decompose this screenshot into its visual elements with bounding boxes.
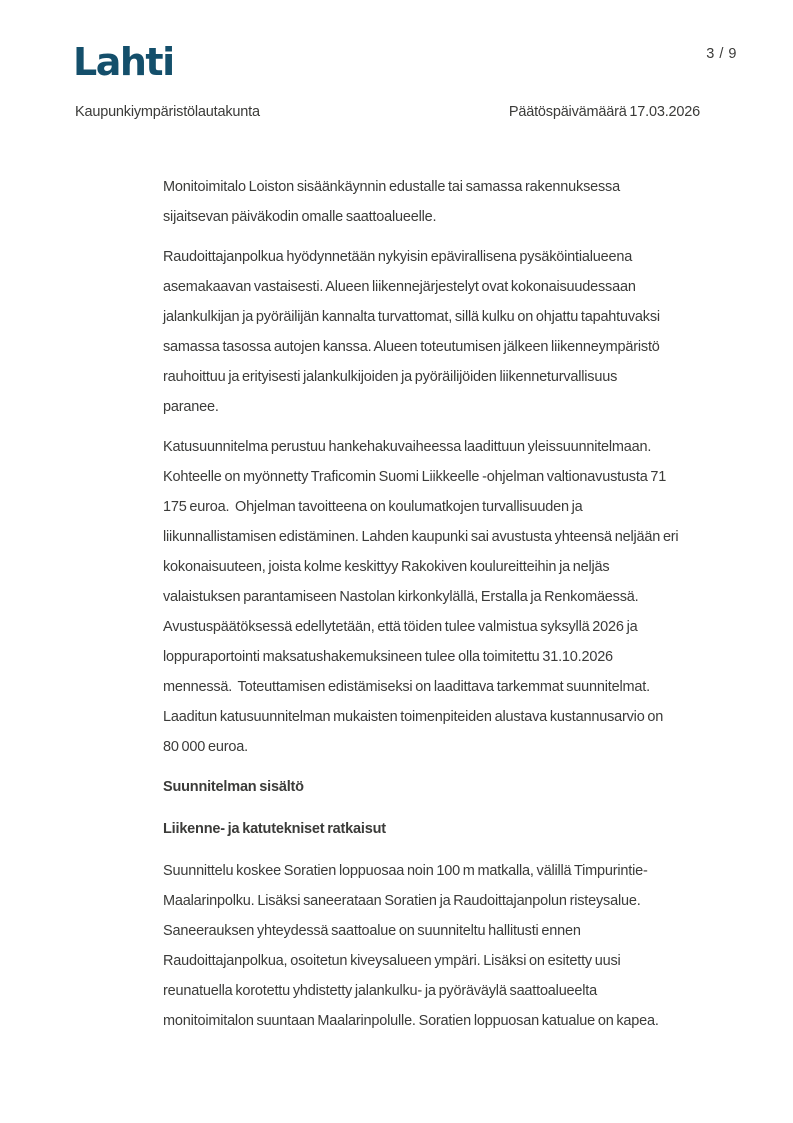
text-line: valaistuksen parantamiseen Nastolan kirkonkylällä, Erstalla ja Renkomäessä. — [163, 589, 639, 605]
body-paragraph — [163, 172, 723, 232]
text-line: Monitoimitalo Loiston sisäänkäynnin edustalle tai samassa rakennuksessa — [163, 179, 620, 195]
text-line: jalankulkijan ja pyöräilijän kannalta turvattomat, sillä kulku on ohjattu tapahtuvaksi — [163, 309, 660, 325]
text-line: Suunnittelu koskee Soratien loppuosaa noin 100 m matkalla, välillä Timpurintie- — [163, 863, 648, 879]
text-line: Raudoittajanpolkua hyödynnetään nykyisin epävirallisena pysäköintialueena — [163, 249, 633, 265]
body-paragraph — [163, 856, 723, 1036]
section-heading: Suunnitelman sisältö — [163, 779, 304, 795]
text-line: Saneerauksen yhteydessä saattoalue on suunniteltu hallitusti ennen — [163, 923, 581, 939]
page-number: 3 / 9 — [706, 46, 737, 62]
text-line: Kohteelle on myönnetty Traficomin Suomi Liikkeelle -ohjelman valtionavustusta 71 — [163, 469, 667, 485]
text-line: sijaitsevan päiväkodin omalle saattoalueelle. — [163, 209, 437, 225]
text-line: paranee. — [163, 399, 219, 415]
text-line: Raudoittajanpolkua, osoitetun kiveysalueen ympäri. Lisäksi on esitetty uusi — [163, 953, 621, 969]
text-line: mennessä. Toteuttamisen edistämiseksi on laadittava tarkemmat suunnitelmat. — [163, 679, 650, 695]
text-line: Laaditun katusuunnitelman mukaisten toimenpiteiden alustava kustannusarvio on — [163, 709, 664, 725]
decision-date: Päätöspäivämäärä 17.03.2026 — [508, 104, 700, 120]
text-line: kokonaisuuteen, joista kolme keskittyy Rakokiven koulureitteihin ja neljäs — [163, 559, 610, 575]
document-body — [163, 172, 723, 1046]
text-line: samassa tasossa autojen kanssa. Alueen toteutumisen jälkeen liikenneympäristö — [163, 339, 660, 355]
text-line: reunatuella korotettu yhdistetty jalankulku- ja pyöräväylä saattoalueelta — [163, 983, 598, 999]
text-line: 80 000 euroa. — [163, 739, 248, 755]
text-line: rauhoittuu ja erityisesti jalankulkijoiden ja pyöräilijöiden liikenneturvallisuus — [163, 369, 618, 385]
text-line: liikunnallistamisen edistäminen. Lahden kaupunki sai avustusta yhteensä neljään eri — [163, 529, 679, 545]
body-paragraph — [163, 242, 723, 422]
body-paragraph — [163, 432, 723, 762]
text-line: 175 euroa. Ohjelman tavoitteena on koulumatkojen turvallisuuden ja — [163, 499, 583, 515]
text-line: monitoimitalon suuntaan Maalarinpolulle. Soratien loppuosan katualue on kapea. — [163, 1013, 659, 1029]
section-heading: Liikenne- ja katutekniset ratkaisut — [163, 821, 386, 837]
text-line: Avustuspäätöksessä edellytetään, että töiden tulee valmistua syksyllä 2026 ja — [163, 619, 638, 635]
text-line: loppuraportointi maksatushakemuksineen tulee olla toimitettu 31.10.2026 — [163, 649, 613, 665]
lahti-logo: Lahti — [73, 40, 174, 84]
text-line: asemakaavan vastaisesti. Alueen liikennejärjestelyt ovat kokonaisuudessaan — [163, 279, 636, 295]
committee-name: Kaupunkiympäristölautakunta — [75, 104, 260, 120]
text-line: Katusuunnitelma perustuu hankehakuvaiheessa laadittuun yleissuunnitelmaan. — [163, 439, 652, 455]
text-line: Maalarinpolku. Lisäksi saneerataan Soratien ja Raudoittajanpolun risteysalue. — [163, 893, 641, 909]
